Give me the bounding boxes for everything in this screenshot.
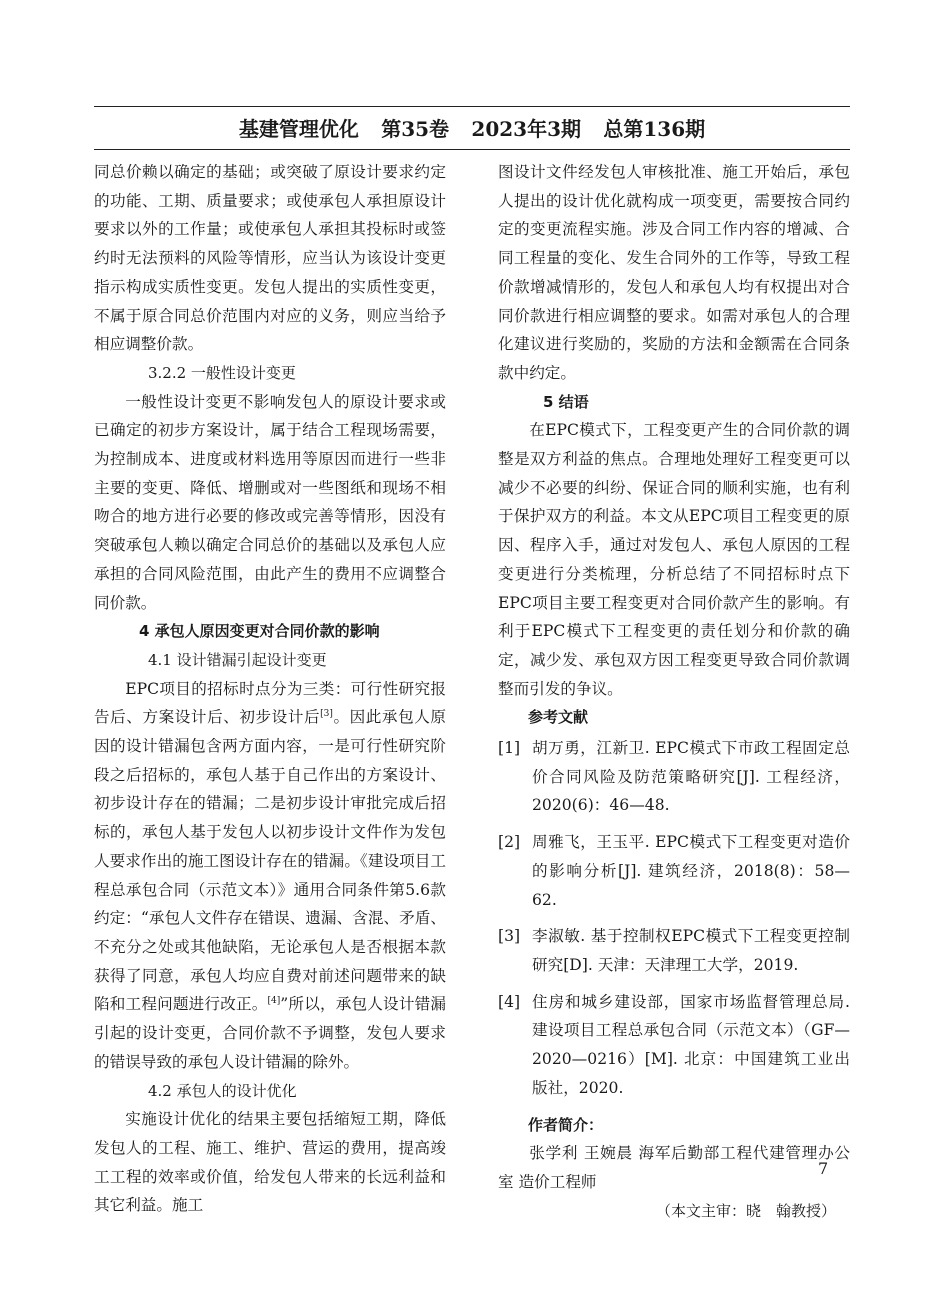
reference-text: 胡万勇，江新卫. EPC模式下市政工程固定总价合同风险及防范策略研究[J]. 工程经济，2020(6)：46—48. — [532, 739, 850, 815]
section-heading-4-2: 4.2 承包人的设计优化 — [148, 1081, 297, 1100]
reference-list — [498, 734, 850, 1102]
section-heading-3-2-2: 3.2.2 一般性设计变更 — [148, 363, 296, 382]
total-issue: 总第136期 — [603, 117, 706, 141]
reference-number: [3] — [498, 927, 521, 946]
reference-text: 李淑敏. 基于控制权EPC模式下工程变更控制研究[D]. 天津：天津理工大学，2019. — [532, 927, 850, 974]
reference-number: [4] — [498, 992, 521, 1011]
right-column — [498, 158, 850, 1225]
paragraph-text: 。因此承包人原因的设计错漏包含两方面内容，一是可行性研究阶段之后招标的，承包人基于自己作出的方案设计、初步设计存在的错漏；二是初步设计审批完成后招标的，承包人基于发包人以初步设计文件作为发包人要求作出的施工图设计存在的错漏。《建设项目工程总承包合同（示范文本）》通用合同条件第5.6款约定：“承包人文件存在错误、遗漏、含混、矛盾、不充分之处或其他缺陷，无论承包人是否根据本款获得了同意，承包人均应自费对前述问题带来的缺陷和工程问题进行改正。 — [94, 708, 446, 1014]
left-column — [94, 158, 446, 1220]
section-heading-4-1: 4.1 设计错漏引起设计变更 — [148, 650, 327, 669]
editor-note: （本文主审：晓 翰教授） — [655, 1201, 836, 1220]
paragraph: 在EPC模式下，工程变更产生的合同价款的调整是双方利益的焦点。合理地处理好工程变更可以减少不必要的纠纷、保证合同的顺利实施，也有利于保护双方的利益。本文从EPC项目工程变更的原因、程序入手，通过对发包人、承包人原因的工程变更进行分类梳理，分析总结了不同招标时点下EPC项目主要工程变更对合同价款产生的影响。有利于EPC模式下工程变更的责任划分和价款的确定，减少发、承包双方因工程变更导致合同价款调整而引发的争议。 — [498, 421, 850, 698]
page-number: 7 — [818, 1159, 829, 1178]
volume-number: 第35卷 — [381, 117, 450, 141]
journal-name: 基建管理优化 — [238, 117, 359, 141]
paragraph: 一般性设计变更不影响发包人的原设计要求或已确定的初步方案设计，属于结合工程现场需要，为控制成本、进度或材料选用等原因而进行一些非主要的变更、降低、增删或对一些图纸和现场不相吻合的地方进行必要的修改或完善等情形，因没有突破承包人赖以确定合同总价的基础以及承包人应承担的合同风险范围，由此产生的费用不应调整合同价款。 — [94, 392, 446, 612]
citation-ref: [3] — [320, 709, 333, 720]
paragraph — [94, 675, 446, 1077]
header-bottom-rule — [94, 149, 850, 150]
paragraph: 实施设计优化的结果主要包括缩短工期，降低发包人的工程、施工、维护、营运的费用，提高竣工工程的效率或价值，给发包人带来的长远利益和其它利益。施工 — [94, 1110, 446, 1215]
paragraph-text: EPC项目的招标时点分为三类：可行性研究报告后、方案设计后、初步设计后 — [94, 679, 446, 727]
citation-ref: [4] — [267, 996, 281, 1007]
paragraph-text: ”所以，承包人设计错漏引起的设计变更，合同价款不予调整，发包人要求的错误导致的承包人设计错漏的除外。 — [94, 995, 446, 1071]
reference-item — [498, 734, 850, 820]
section-heading-4: 4 承包人原因变更对合同价款的影响 — [139, 622, 380, 641]
reference-number: [2] — [498, 833, 521, 852]
paragraph: 同总价赖以确定的基础；或突破了原设计要求约定的功能、工期、质量要求；或使承包人承担原设计要求以外的工作量；或使承包人承担其投标时或签约时无法预料的风险等情形，应当认为该设计变更指示构成实质性变更。发包人提出的实质性变更，不属于原合同总价范围内对应的义务，则应当给予相应调整价款。 — [94, 163, 446, 354]
reference-item — [498, 988, 850, 1103]
references-heading: 参考文献 — [528, 708, 589, 727]
issue-date: 2023年3期 — [471, 117, 582, 141]
reference-text: 周雅飞，王玉平. EPC模式下工程变更对造价的影响分析[J]. 建筑经济，2018(8)：58—62. — [532, 833, 850, 909]
header-top-rule — [94, 106, 850, 107]
reference-item — [498, 828, 850, 914]
running-header — [94, 112, 850, 146]
author-info: 张学利 王婉晨 海军后勤部工程代建管理办公室 造价工程师 — [498, 1144, 850, 1191]
reference-item — [498, 922, 850, 979]
paragraph: 图设计文件经发包人审核批准、施工开始后，承包人提出的设计优化就构成一项变更，需要按合同约定的变更流程实施。涉及合同工作内容的增减、合同工程量的变化、发生合同外的工作等，导致工程价款增减情形的，发包人和承包人均有权提出对合同价款进行相应调整的要求。如需对承包人的合理化建议进行奖励的，奖励的方法和金额需在合同条款中约定。 — [498, 163, 850, 382]
author-heading: 作者简介： — [528, 1115, 604, 1134]
section-heading-5: 5 结语 — [543, 392, 589, 411]
reference-text: 住房和城乡建设部，国家市场监督管理总局. 建设项目工程总承包合同（示范文本）（GF—2020—0216）[M]. 北京：中国建筑工业出版社，2020. — [532, 992, 850, 1097]
reference-number: [1] — [498, 739, 521, 758]
